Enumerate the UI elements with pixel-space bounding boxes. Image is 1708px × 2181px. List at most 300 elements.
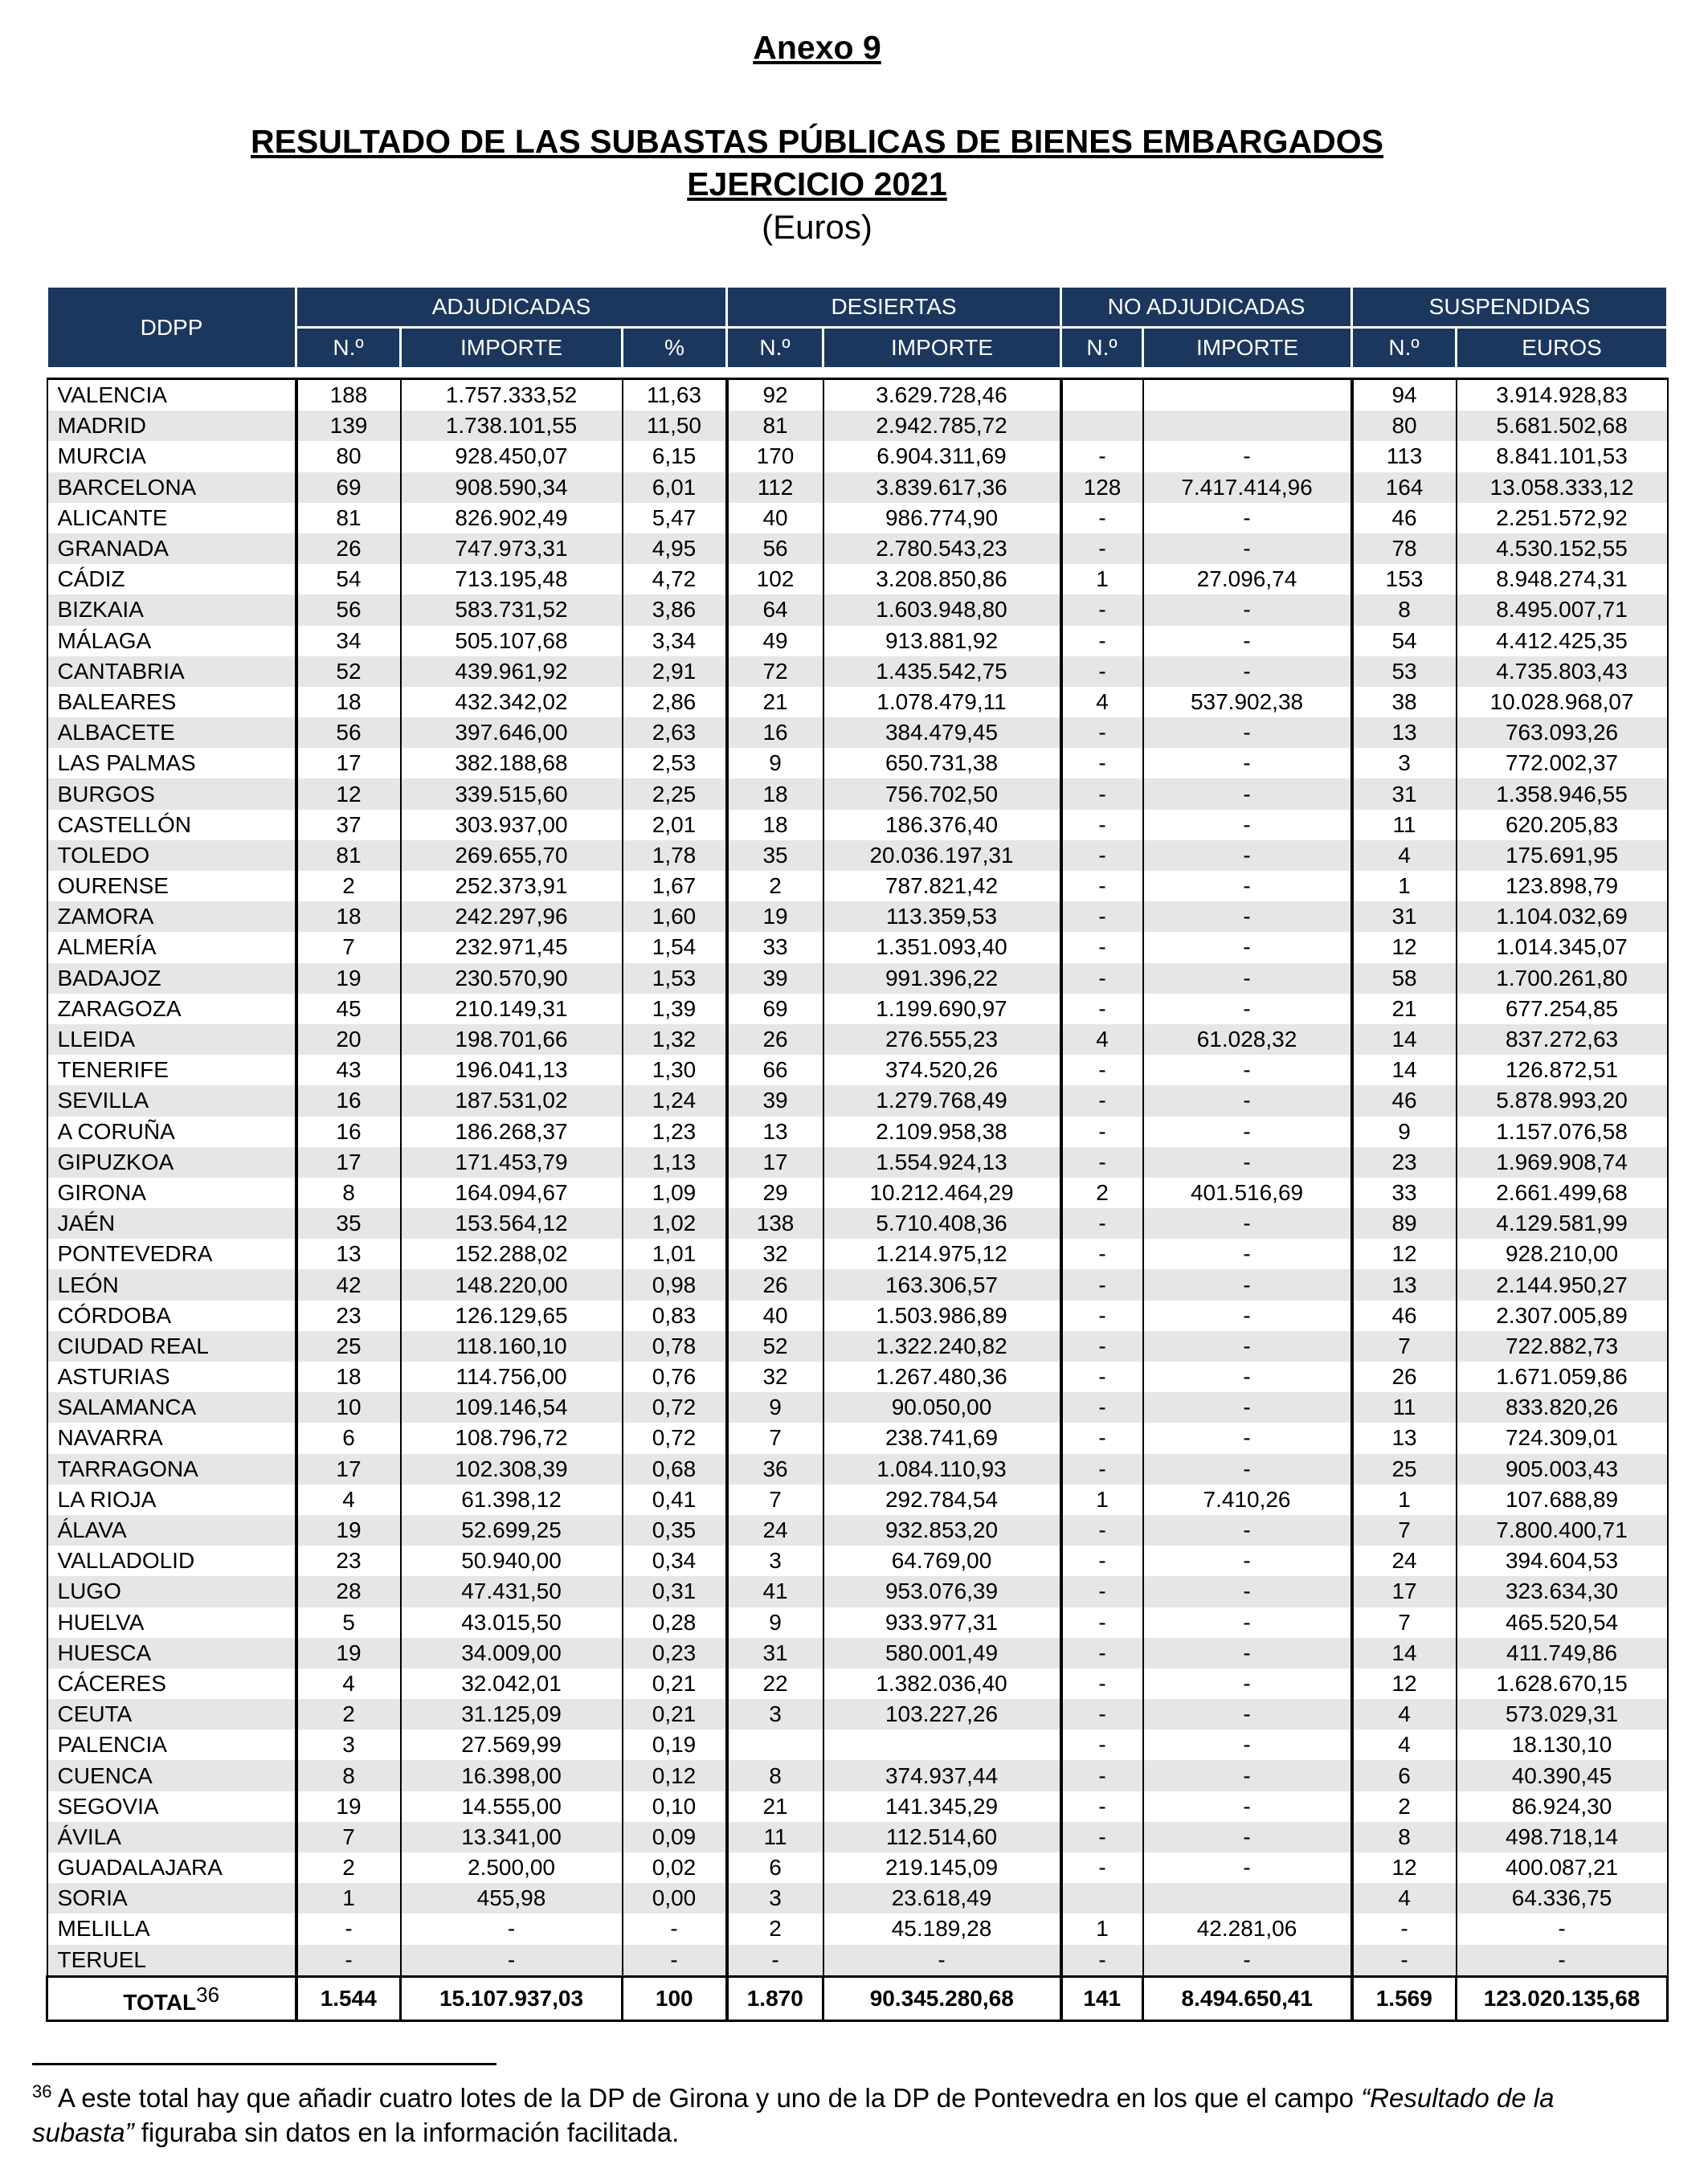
cell-des-n: 69	[727, 994, 823, 1024]
cell-noadj-n: -	[1061, 441, 1143, 472]
cell-susp-n: 11	[1352, 1392, 1457, 1423]
cell-adj-importe: 583.731,52	[401, 594, 623, 625]
cell-ddpp: CIUDAD REAL	[47, 1331, 296, 1362]
table-row	[47, 1269, 1668, 1300]
cell-susp-n: 31	[1352, 901, 1457, 932]
cell-noadj-n: -	[1061, 1546, 1143, 1576]
cell-susp-euros: 677.254,85	[1457, 994, 1668, 1024]
cell-des-importe: 991.396,22	[823, 963, 1061, 994]
cell-adj-n: 1	[296, 1883, 401, 1913]
cell-des-importe: 1.214.975,12	[823, 1239, 1061, 1269]
cell-adj-importe: 242.297,96	[401, 901, 623, 932]
cell-susp-euros: 4.530.152,55	[1457, 533, 1668, 564]
cell-susp-euros: 126.872,51	[1457, 1055, 1668, 1085]
cell-susp-n: 12	[1352, 1852, 1457, 1883]
total-noadj-importe: 8.494.650,41	[1143, 1976, 1352, 2020]
cell-noadj-n: -	[1061, 1576, 1143, 1607]
header-desiertas: DESIERTAS	[727, 287, 1061, 328]
cell-adj-importe: 34.009,00	[401, 1638, 623, 1668]
cell-ddpp: ALMERÍA	[47, 932, 296, 962]
cell-des-importe: 2.942.785,72	[823, 410, 1061, 441]
cell-des-n: 39	[727, 963, 823, 994]
cell-susp-euros: 323.634,30	[1457, 1576, 1668, 1607]
cell-adj-n: 12	[296, 778, 401, 809]
cell-adj-n: 56	[296, 717, 401, 748]
cell-des-importe: 2.780.543,23	[823, 533, 1061, 564]
cell-susp-euros: 498.718,14	[1457, 1822, 1668, 1852]
cell-adj-n: -	[296, 1945, 401, 1977]
header-suspendidas: SUSPENDIDAS	[1352, 287, 1668, 328]
cell-adj-importe: 196.041,13	[401, 1055, 623, 1085]
header-adj-importe: IMPORTE	[401, 328, 623, 369]
cell-susp-n: 46	[1352, 1301, 1457, 1331]
cell-des-importe: 103.227,26	[823, 1699, 1061, 1730]
cell-adj-importe: 928.450,07	[401, 441, 623, 472]
cell-adj-n: 42	[296, 1269, 401, 1300]
cell-noadj-importe: -	[1143, 1147, 1352, 1178]
cell-susp-n: 17	[1352, 1576, 1457, 1607]
cell-susp-euros: 465.520,54	[1457, 1607, 1668, 1638]
cell-des-n: 41	[727, 1576, 823, 1607]
cell-ddpp: NAVARRA	[47, 1423, 296, 1453]
cell-noadj-n: 1	[1061, 564, 1143, 594]
cell-susp-n: 4	[1352, 840, 1457, 871]
cell-susp-n: 53	[1352, 656, 1457, 687]
cell-ddpp: GUADALAJARA	[47, 1852, 296, 1883]
table-row	[47, 1362, 1668, 1392]
cell-noadj-importe: 537.902,38	[1143, 687, 1352, 717]
cell-adj-n: 8	[296, 1760, 401, 1791]
cell-susp-euros: 411.749,86	[1457, 1638, 1668, 1668]
cell-des-n: 35	[727, 840, 823, 871]
cell-noadj-importe: -	[1143, 932, 1352, 962]
cell-noadj-n: -	[1061, 1945, 1143, 1977]
table-body	[47, 379, 1668, 1977]
cell-noadj-importe	[1143, 379, 1352, 411]
cell-adj-importe: 114.756,00	[401, 1362, 623, 1392]
cell-des-importe: 953.076,39	[823, 1576, 1061, 1607]
cell-susp-n: 80	[1352, 410, 1457, 441]
total-noadj-n: 141	[1061, 1976, 1143, 2020]
cell-adj-n: 69	[296, 472, 401, 503]
cell-ddpp: LAS PALMAS	[47, 748, 296, 778]
cell-susp-euros: 7.800.400,71	[1457, 1515, 1668, 1546]
table-row	[47, 901, 1668, 932]
table-row	[47, 1331, 1668, 1362]
annex-heading: Anexo 9	[753, 29, 881, 66]
footnote-text-after: figuraba sin datos en la información facilitada.	[133, 2118, 680, 2147]
cell-adj-pct: -	[623, 1913, 727, 1944]
cell-des-n: 92	[727, 379, 823, 411]
table-row	[47, 1730, 1668, 1760]
cell-adj-n: 10	[296, 1392, 401, 1423]
cell-adj-n: 16	[296, 1117, 401, 1147]
cell-des-importe: 2.109.958,38	[823, 1117, 1061, 1147]
cell-adj-importe: 198.701,66	[401, 1024, 623, 1055]
cell-susp-n: 164	[1352, 472, 1457, 503]
cell-susp-n: 12	[1352, 1239, 1457, 1269]
cell-ddpp: PALENCIA	[47, 1730, 296, 1760]
cell-adj-n: 37	[296, 810, 401, 840]
cell-des-importe: 20.036.197,31	[823, 840, 1061, 871]
cell-des-n: 9	[727, 748, 823, 778]
cell-adj-pct: -	[623, 1945, 727, 1977]
cell-adj-n: 25	[296, 1331, 401, 1362]
cell-adj-importe: 826.902,49	[401, 503, 623, 533]
cell-adj-pct: 1,02	[623, 1208, 727, 1239]
cell-noadj-n	[1061, 379, 1143, 411]
cell-ddpp: CASTELLÓN	[47, 810, 296, 840]
cell-ddpp: CÓRDOBA	[47, 1301, 296, 1331]
cell-susp-euros: 8.948.274,31	[1457, 564, 1668, 594]
cell-susp-n: 21	[1352, 994, 1457, 1024]
total-adj-importe: 15.107.937,03	[401, 1976, 623, 2020]
cell-adj-importe: 269.655,70	[401, 840, 623, 871]
cell-ddpp: HUELVA	[47, 1607, 296, 1638]
cell-des-importe: 1.554.924,13	[823, 1147, 1061, 1178]
cell-noadj-importe: -	[1143, 1239, 1352, 1269]
cell-susp-n: 25	[1352, 1454, 1457, 1485]
cell-adj-importe: 382.188,68	[401, 748, 623, 778]
cell-adj-n: 26	[296, 533, 401, 564]
cell-des-importe: 3.629.728,46	[823, 379, 1061, 411]
cell-adj-pct: 6,15	[623, 441, 727, 472]
cell-susp-euros: 40.390,45	[1457, 1760, 1668, 1791]
table-row	[47, 441, 1668, 472]
cell-adj-importe: 171.453,79	[401, 1147, 623, 1178]
cell-adj-n: 7	[296, 932, 401, 962]
cell-adj-pct: 0,21	[623, 1699, 727, 1730]
cell-ddpp: PONTEVEDRA	[47, 1239, 296, 1269]
cell-adj-pct: 11,63	[623, 379, 727, 411]
table-row	[47, 1055, 1668, 1085]
cell-noadj-n: -	[1061, 1239, 1143, 1269]
cell-ddpp: BALEARES	[47, 687, 296, 717]
cell-noadj-n: -	[1061, 1822, 1143, 1852]
cell-adj-pct: 1,30	[623, 1055, 727, 1085]
cell-des-importe: 1.279.768,49	[823, 1085, 1061, 1116]
cell-des-importe: 1.084.110,93	[823, 1454, 1061, 1485]
cell-noadj-n: -	[1061, 1147, 1143, 1178]
cell-noadj-importe: -	[1143, 1392, 1352, 1423]
cell-des-importe	[823, 1730, 1061, 1760]
cell-noadj-n: -	[1061, 1638, 1143, 1668]
cell-susp-n: 58	[1352, 963, 1457, 994]
cell-susp-n: 31	[1352, 778, 1457, 809]
cell-noadj-n: -	[1061, 1852, 1143, 1883]
cell-des-importe: 45.189,28	[823, 1913, 1061, 1944]
cell-des-n: 19	[727, 901, 823, 932]
cell-ddpp: BADAJOZ	[47, 963, 296, 994]
cell-susp-euros: 928.210,00	[1457, 1239, 1668, 1269]
cell-adj-pct: 0,23	[623, 1638, 727, 1668]
cell-des-importe: 10.212.464,29	[823, 1178, 1061, 1208]
cell-noadj-importe: -	[1143, 1945, 1352, 1977]
cell-susp-n: 78	[1352, 533, 1457, 564]
cell-susp-euros: 18.130,10	[1457, 1730, 1668, 1760]
cell-noadj-importe: -	[1143, 1515, 1352, 1546]
cell-noadj-n: -	[1061, 748, 1143, 778]
cell-adj-n: 139	[296, 410, 401, 441]
cell-des-importe: 292.784,54	[823, 1485, 1061, 1515]
cell-adj-n: 17	[296, 1454, 401, 1485]
cell-adj-pct: 2,86	[623, 687, 727, 717]
cell-adj-pct: 6,01	[623, 472, 727, 503]
total-susp-euros: 123.020.135,68	[1457, 1976, 1668, 2020]
cell-susp-euros: 1.358.946,55	[1457, 778, 1668, 809]
footnote-italic: “Resultado de la subasta”	[32, 2083, 1555, 2147]
cell-noadj-importe: -	[1143, 1423, 1352, 1453]
total-des-n: 1.870	[727, 1976, 823, 2020]
cell-ddpp: SORIA	[47, 1883, 296, 1913]
table-row	[47, 687, 1668, 717]
cell-adj-importe: 210.149,31	[401, 994, 623, 1024]
footnote	[32, 2074, 1655, 2150]
cell-des-n: 24	[727, 1515, 823, 1546]
table-row	[47, 1515, 1668, 1546]
table-row	[47, 1945, 1668, 1977]
table-row	[47, 1239, 1668, 1269]
cell-noadj-importe: -	[1143, 1055, 1352, 1085]
cell-adj-pct: 2,01	[623, 810, 727, 840]
cell-adj-importe: 186.268,37	[401, 1117, 623, 1147]
cell-noadj-n: -	[1061, 717, 1143, 748]
cell-susp-n: 7	[1352, 1607, 1457, 1638]
cell-adj-importe: 43.015,50	[401, 1607, 623, 1638]
cell-noadj-importe: 7.410,26	[1143, 1485, 1352, 1515]
cell-adj-pct: 2,63	[623, 717, 727, 748]
table-row	[47, 1301, 1668, 1331]
cell-ddpp: CUENCA	[47, 1760, 296, 1791]
cell-adj-importe: 47.431,50	[401, 1576, 623, 1607]
cell-noadj-n: -	[1061, 778, 1143, 809]
cell-adj-importe: -	[401, 1945, 623, 1977]
cell-susp-n: 1	[1352, 871, 1457, 901]
cell-susp-n: 94	[1352, 379, 1457, 411]
cell-susp-euros: 2.661.499,68	[1457, 1178, 1668, 1208]
cell-des-n: 8	[727, 1760, 823, 1791]
cell-noadj-n: -	[1061, 1668, 1143, 1699]
cell-noadj-importe: -	[1143, 840, 1352, 871]
footnote-divider	[32, 2063, 496, 2065]
footnote-number: 36	[32, 2081, 52, 2101]
cell-des-n: 49	[727, 626, 823, 656]
table-row	[47, 717, 1668, 748]
cell-susp-n: 113	[1352, 441, 1457, 472]
header-noadj-n: N.º	[1061, 328, 1143, 369]
cell-adj-n: 18	[296, 901, 401, 932]
cell-susp-euros: 13.058.333,12	[1457, 472, 1668, 503]
cell-adj-pct: 0,41	[623, 1485, 727, 1515]
cell-susp-euros: 2.144.950,27	[1457, 1269, 1668, 1300]
cell-susp-n: 7	[1352, 1331, 1457, 1362]
cell-adj-n: 2	[296, 1852, 401, 1883]
cell-ddpp: VALENCIA	[47, 379, 296, 411]
footnote-text-before: A este total hay que añadir cuatro lotes de la DP de Girona y uno de la DP de Pontevedra en los que el campo	[51, 2083, 1362, 2113]
cell-ddpp: TERUEL	[47, 1945, 296, 1977]
cell-ddpp: LUGO	[47, 1576, 296, 1607]
cell-noadj-importe: -	[1143, 1730, 1352, 1760]
cell-adj-pct: 0,35	[623, 1515, 727, 1546]
header-des-importe: IMPORTE	[823, 328, 1061, 369]
cell-noadj-importe: -	[1143, 1269, 1352, 1300]
cell-noadj-n: -	[1061, 901, 1143, 932]
table-row	[47, 748, 1668, 778]
cell-des-importe: 3.839.617,36	[823, 472, 1061, 503]
cell-susp-euros: 1.104.032,69	[1457, 901, 1668, 932]
table-row	[47, 626, 1668, 656]
cell-adj-pct: 1,54	[623, 932, 727, 962]
cell-des-importe: -	[823, 1945, 1061, 1977]
cell-noadj-importe: -	[1143, 1791, 1352, 1822]
cell-adj-pct: 1,78	[623, 840, 727, 871]
table-row	[47, 778, 1668, 809]
cell-adj-n: 4	[296, 1668, 401, 1699]
cell-des-importe: 650.731,38	[823, 748, 1061, 778]
cell-des-importe: 1.382.036,40	[823, 1668, 1061, 1699]
header-susp-n: N.º	[1352, 328, 1457, 369]
table-row	[47, 1392, 1668, 1423]
cell-noadj-importe: 61.028,32	[1143, 1024, 1352, 1055]
cell-des-n: 52	[727, 1331, 823, 1362]
cell-adj-n: 8	[296, 1178, 401, 1208]
cell-susp-euros: 620.205,83	[1457, 810, 1668, 840]
cell-susp-euros: 1.628.670,15	[1457, 1668, 1668, 1699]
cell-des-n: 102	[727, 564, 823, 594]
cell-ddpp: A CORUÑA	[47, 1117, 296, 1147]
cell-adj-pct: 0,00	[623, 1883, 727, 1913]
cell-adj-importe: 108.796,72	[401, 1423, 623, 1453]
cell-noadj-importe: -	[1143, 1576, 1352, 1607]
cell-ddpp: MELILLA	[47, 1913, 296, 1944]
cell-ddpp: MADRID	[47, 410, 296, 441]
cell-noadj-n: -	[1061, 1055, 1143, 1085]
cell-des-n: 36	[727, 1454, 823, 1485]
cell-ddpp: SEVILLA	[47, 1085, 296, 1116]
cell-des-n: 29	[727, 1178, 823, 1208]
cell-adj-importe: 1.738.101,55	[401, 410, 623, 441]
cell-adj-importe: 118.160,10	[401, 1331, 623, 1362]
table-row	[47, 1024, 1668, 1055]
cell-des-n: -	[727, 1945, 823, 1977]
cell-susp-n: 6	[1352, 1760, 1457, 1791]
cell-adj-pct: 1,01	[623, 1239, 727, 1269]
cell-des-n: 170	[727, 441, 823, 472]
cell-susp-euros: 4.129.581,99	[1457, 1208, 1668, 1239]
table-row	[47, 503, 1668, 533]
cell-susp-euros: 1.969.908,74	[1457, 1147, 1668, 1178]
cell-adj-pct: 4,72	[623, 564, 727, 594]
cell-adj-importe: 32.042,01	[401, 1668, 623, 1699]
cell-des-n: 18	[727, 810, 823, 840]
cell-noadj-importe: -	[1143, 1362, 1352, 1392]
cell-des-importe: 1.267.480,36	[823, 1362, 1061, 1392]
cell-susp-euros: 123.898,79	[1457, 871, 1668, 901]
cell-adj-pct: 2,53	[623, 748, 727, 778]
cell-susp-n: 38	[1352, 687, 1457, 717]
cell-des-n: 26	[727, 1269, 823, 1300]
cell-adj-n: 81	[296, 840, 401, 871]
table-row	[47, 1485, 1668, 1515]
cell-susp-n: -	[1352, 1945, 1457, 1977]
table-row	[47, 594, 1668, 625]
cell-ddpp: BURGOS	[47, 778, 296, 809]
cell-des-n: 138	[727, 1208, 823, 1239]
table-row	[47, 472, 1668, 503]
cell-des-n: 56	[727, 533, 823, 564]
table-row	[47, 1085, 1668, 1116]
cell-adj-importe: 747.973,31	[401, 533, 623, 564]
cell-noadj-n: 4	[1061, 1024, 1143, 1055]
cell-des-n: 40	[727, 1301, 823, 1331]
cell-susp-euros: 8.841.101,53	[1457, 441, 1668, 472]
cell-adj-n: 18	[296, 1362, 401, 1392]
cell-adj-pct: 0,78	[623, 1331, 727, 1362]
cell-des-importe: 1.078.479,11	[823, 687, 1061, 717]
cell-noadj-n: 2	[1061, 1178, 1143, 1208]
table-row	[47, 1883, 1668, 1913]
cell-susp-n: 13	[1352, 717, 1457, 748]
cell-adj-pct: 0,76	[623, 1362, 727, 1392]
cell-des-n: 2	[727, 871, 823, 901]
cell-susp-euros: 8.495.007,71	[1457, 594, 1668, 625]
cell-des-n: 39	[727, 1085, 823, 1116]
cell-ddpp: GRANADA	[47, 533, 296, 564]
cell-adj-pct: 0,19	[623, 1730, 727, 1760]
cell-adj-importe: 2.500,00	[401, 1852, 623, 1883]
cell-noadj-n: -	[1061, 1454, 1143, 1485]
cell-noadj-n: -	[1061, 963, 1143, 994]
cell-des-importe: 5.710.408,36	[823, 1208, 1061, 1239]
cell-des-n: 22	[727, 1668, 823, 1699]
cell-des-n: 18	[727, 778, 823, 809]
cell-susp-euros: 2.307.005,89	[1457, 1301, 1668, 1331]
cell-adj-importe: -	[401, 1913, 623, 1944]
table-row	[47, 1791, 1668, 1822]
cell-des-n: 2	[727, 1913, 823, 1944]
cell-susp-n: 14	[1352, 1638, 1457, 1668]
cell-noadj-importe: 401.516,69	[1143, 1178, 1352, 1208]
cell-des-n: 9	[727, 1392, 823, 1423]
cell-adj-importe: 14.555,00	[401, 1791, 623, 1822]
cell-susp-n: -	[1352, 1913, 1457, 1944]
cell-noadj-importe: 27.096,74	[1143, 564, 1352, 594]
table-row	[47, 1638, 1668, 1668]
cell-ddpp: MURCIA	[47, 441, 296, 472]
cell-noadj-n: 4	[1061, 687, 1143, 717]
cell-susp-n: 7	[1352, 1515, 1457, 1546]
total-susp-n: 1.569	[1352, 1976, 1457, 2020]
cell-ddpp: CANTABRIA	[47, 656, 296, 687]
cell-des-n: 21	[727, 687, 823, 717]
cell-noadj-importe: -	[1143, 1760, 1352, 1791]
cell-des-n: 32	[727, 1239, 823, 1269]
cell-des-importe: 6.904.311,69	[823, 441, 1061, 472]
cell-noadj-importe: -	[1143, 1638, 1352, 1668]
cell-susp-n: 9	[1352, 1117, 1457, 1147]
cell-noadj-importe: -	[1143, 1454, 1352, 1485]
cell-susp-n: 3	[1352, 748, 1457, 778]
cell-susp-euros: 833.820,26	[1457, 1392, 1668, 1423]
cell-adj-n: 80	[296, 441, 401, 472]
cell-adj-importe: 713.195,48	[401, 564, 623, 594]
cell-adj-importe: 432.342,02	[401, 687, 623, 717]
cell-des-n: 33	[727, 932, 823, 962]
cell-des-importe: 1.435.542,75	[823, 656, 1061, 687]
cell-susp-euros: 5.681.502,68	[1457, 410, 1668, 441]
cell-des-n: 21	[727, 1791, 823, 1822]
cell-des-importe: 276.555,23	[823, 1024, 1061, 1055]
